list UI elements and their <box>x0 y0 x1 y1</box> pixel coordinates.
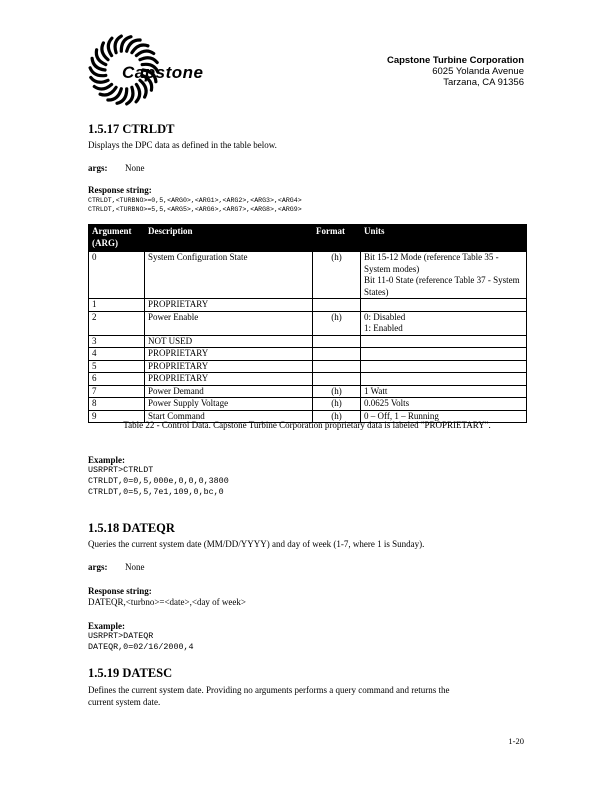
table-row <box>89 360 527 373</box>
col-header-format: Format <box>313 225 361 252</box>
cell-argument: 6 <box>89 373 145 386</box>
cell-argument: 5 <box>89 360 145 373</box>
cell-format: (h) <box>313 252 361 299</box>
cell-units <box>361 335 527 348</box>
cell-units <box>361 252 527 299</box>
table-caption: Table 22 - Control Data. Capstone Turbine Corporation proprietary data is labeled "PROPRIETARY". <box>123 420 491 430</box>
cell-format: (h) <box>313 410 361 423</box>
datesc-description <box>88 684 450 708</box>
ctrldt-example-block <box>88 465 229 498</box>
cell-description: PROPRIETARY <box>145 348 313 361</box>
table-row <box>89 348 527 361</box>
table-row <box>89 311 527 335</box>
cell-format <box>313 299 361 312</box>
col-header-argument: Argument (ARG) <box>89 225 145 252</box>
table-row <box>89 252 527 299</box>
cell-units <box>361 299 527 312</box>
dateqr-args-value: None <box>125 562 145 572</box>
response-line: CTRLDT,<TURBNO>=5,5,<ARG5>,<ARG6>,<ARG7>,<ARG8>,<ARG9> <box>88 206 302 213</box>
dateqr-description: Queries the current system date (MM/DD/YYYY) and day of week (1-7, where 1 is Sunday). <box>88 539 425 549</box>
cell-format: (h) <box>313 311 361 335</box>
units-line: 0 – Off, 1 – Running <box>364 410 439 421</box>
table-row <box>89 398 527 411</box>
cell-description: Start Command <box>145 410 313 423</box>
table-row <box>89 299 527 312</box>
control-data-table <box>88 224 527 423</box>
cell-argument: 8 <box>89 398 145 411</box>
col-header-description: Description <box>145 225 313 252</box>
cell-format: (h) <box>313 398 361 411</box>
units-line: 0: Disabled <box>364 311 406 322</box>
cell-description: System Configuration State <box>145 252 313 299</box>
cell-units <box>361 360 527 373</box>
example-line: USRPRT>CTRLDT <box>88 465 154 475</box>
dateqr-args-label: args: <box>88 562 108 572</box>
example-line: DATEQR,0=02/16/2000,4 <box>88 642 194 652</box>
ctrldt-response-block <box>88 196 302 214</box>
cell-description: Power Enable <box>145 311 313 335</box>
cell-units <box>361 398 527 411</box>
section-heading-ctrldt: 1.5.17 CTRLDT <box>88 122 175 136</box>
dateqr-example-label: Example: <box>88 621 125 631</box>
cell-format <box>313 360 361 373</box>
cell-description: PROPRIETARY <box>145 373 313 386</box>
cell-description: Power Demand <box>145 385 313 398</box>
col-header-units: Units <box>361 225 527 252</box>
cell-units <box>361 373 527 386</box>
dateqr-response-line: DATEQR,<turbno>=<date>,<day of week> <box>88 597 246 607</box>
cell-units <box>361 311 527 335</box>
section-heading-datesc: 1.5.19 DATESC <box>88 666 173 680</box>
example-line: CTRLDT,0=0,5,000e,0,0,0,3800 <box>88 476 229 486</box>
cell-argument: 0 <box>89 252 145 299</box>
logo-wordmark: Capstone <box>122 63 204 82</box>
example-line: CTRLDT,0=5,5,7e1,109,0,bc,0 <box>88 487 224 497</box>
units-line: 0.0625 Volts <box>364 398 410 408</box>
page-number: 1-20 <box>508 736 524 746</box>
units-line: 1: Enabled <box>364 323 403 333</box>
datesc-description-line: current system date. <box>88 697 161 707</box>
table-row <box>89 373 527 386</box>
cell-description: PROPRIETARY <box>145 299 313 312</box>
ctrldt-description: Displays the DPC data as defined in the table below. <box>88 140 277 150</box>
section-heading-dateqr: 1.5.18 DATEQR <box>88 521 175 535</box>
address-line-2: Tarzana, CA 91356 <box>443 77 524 88</box>
example-line: USRPRT>DATEQR <box>88 631 154 641</box>
datesc-description-line: Defines the current system date. Providing no arguments performs a query command and returns the <box>88 685 450 695</box>
cell-format <box>313 373 361 386</box>
cell-description: NOT USED <box>145 335 313 348</box>
cell-argument: 9 <box>89 410 145 423</box>
company-address <box>387 55 524 88</box>
ctrldt-args-value: None <box>125 163 145 173</box>
cell-argument: 1 <box>89 299 145 312</box>
cell-argument: 4 <box>89 348 145 361</box>
cell-units <box>361 385 527 398</box>
units-line: 1 Watt <box>364 385 388 396</box>
cell-argument: 2 <box>89 311 145 335</box>
cell-argument: 7 <box>89 385 145 398</box>
cell-format <box>313 335 361 348</box>
cell-units <box>361 348 527 361</box>
units-line: Bit 15-12 Mode (reference Table 35 - System modes) <box>364 252 499 274</box>
cell-description: Power Supply Voltage <box>145 398 313 411</box>
dateqr-example-block <box>88 631 194 653</box>
company-name: Capstone Turbine Corporation <box>386 55 524 66</box>
ctrldt-response-label: Response string: <box>88 185 152 195</box>
table-header-row <box>89 225 527 252</box>
dateqr-response-label: Response string: <box>88 586 152 596</box>
cell-argument: 3 <box>89 335 145 348</box>
units-line: Bit 11-0 State (reference Table 37 - System States) <box>364 275 520 297</box>
table-row <box>89 385 527 398</box>
ctrldt-example-label: Example: <box>88 455 125 465</box>
cell-description: PROPRIETARY <box>145 360 313 373</box>
address-line-1: 6025 Yolanda Avenue <box>432 66 524 77</box>
response-line: CTRLDT,<TURBNO>=0,5,<ARG0>,<ARG1>,<ARG2>,<ARG3>,<ARG4> <box>88 197 302 204</box>
cell-format <box>313 348 361 361</box>
table-row <box>89 335 527 348</box>
ctrldt-args-label: args: <box>88 163 108 173</box>
cell-format: (h) <box>313 385 361 398</box>
